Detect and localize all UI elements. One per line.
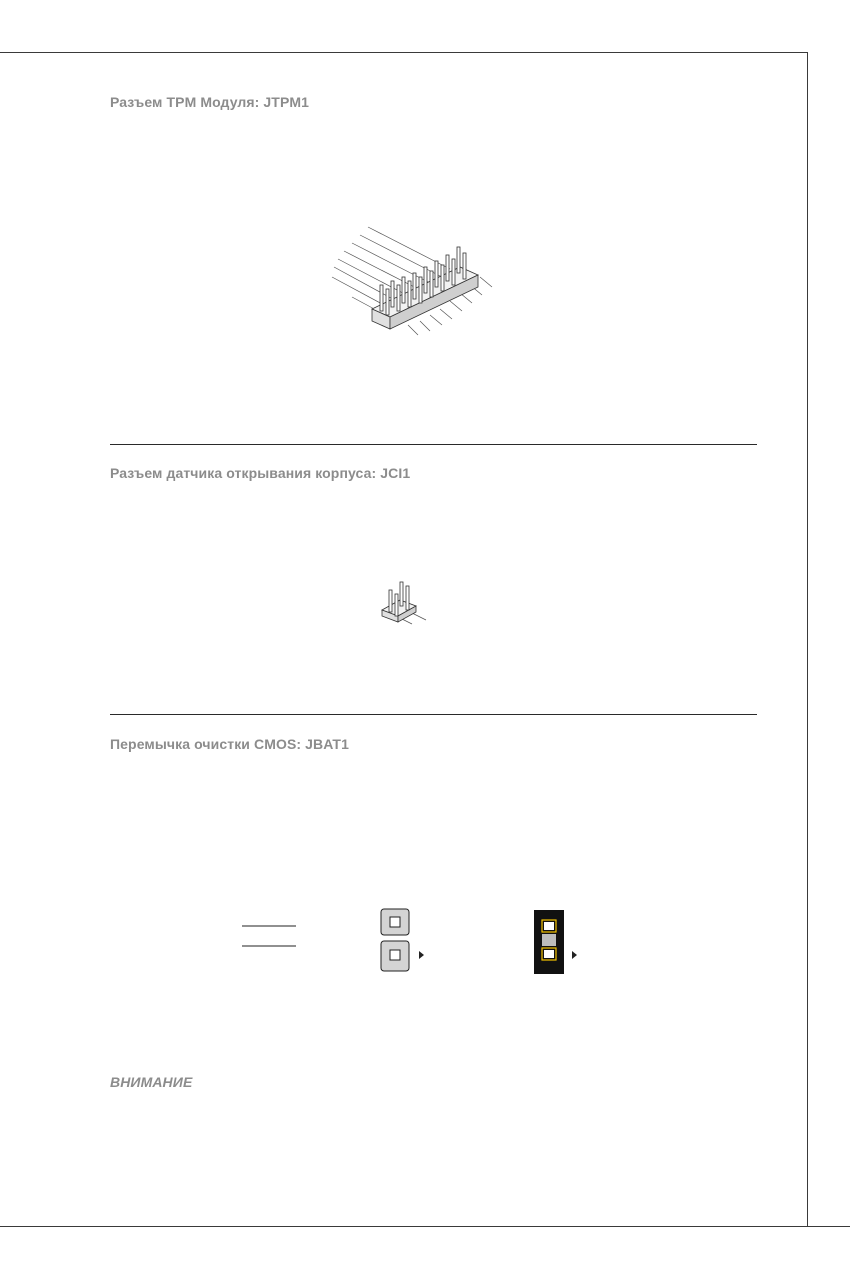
- section-divider: [110, 714, 757, 715]
- section-heading-jci1: Разъем датчика открывания корпуса: JCI1: [110, 465, 411, 481]
- section-divider: [110, 444, 757, 445]
- jbat1-board-figure: [534, 910, 577, 974]
- jtpm1-connector-figure: [330, 215, 500, 345]
- section-heading-jtpm1: Разъем TPM Модуля: JTPM1: [110, 94, 310, 110]
- page-frame-top: [0, 52, 808, 53]
- jbat1-header-figure: [381, 909, 424, 971]
- pin1-arrow-icon: [419, 951, 424, 959]
- jbat1-legend-lines: [242, 926, 296, 946]
- section-heading-jbat1: Перемычка очистки CMOS: JBAT1: [110, 736, 349, 752]
- jci1-connector-figure: [376, 580, 432, 628]
- pin1-arrow-icon: [572, 951, 577, 959]
- jci1-header-body: [382, 600, 416, 622]
- warning-heading: ВНИМАНИЕ: [110, 1074, 193, 1090]
- page-frame-right: [807, 52, 808, 1227]
- page-frame-bottom: [0, 1226, 850, 1227]
- jbat1-jumper-figure: [240, 905, 600, 985]
